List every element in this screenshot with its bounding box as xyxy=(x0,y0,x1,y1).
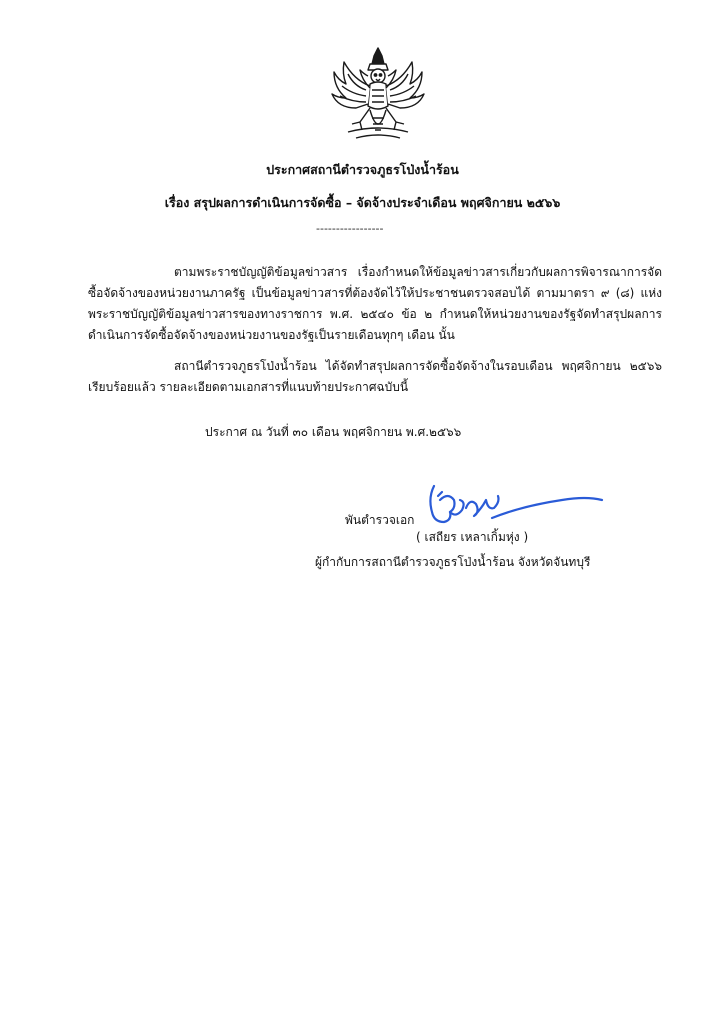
garuda-emblem-icon xyxy=(326,44,430,148)
body-paragraph-1: ตามพระราชบัญญัติข้อมูลข่าวสาร เรื่องกำหนดให้ข้อมูลข่าวสารเกี่ยวกับผลการพิจารณาการจัดซื้อจัดจ้างของหน่วยงานภาครัฐ เป็นข้อมูลข่าวสารที่ต้องจัดไว้ให้ประชาชนตรวจสอบได้ ตามมาตรา ๙ (๘) แห่งพระราชบัญญัติข้อมูลข่าวสารของทางราชการ พ.ศ. ๒๕๔๐ ข้อ ๒ กำหนดให้หน่วยงานของรัฐจัดทำสรุปผลการดำเนินการจัดซื้อจัดจ้างของหน่วยงานของรัฐเป็นรายเดือนทุกๆ เดือน นั้น xyxy=(88,265,662,342)
handwritten-signature-icon xyxy=(422,478,606,534)
announcement-date: ประกาศ ณ วันที่ ๓๐ เดือน พฤศจิกายน พ.ศ.๒๕๖๖ xyxy=(205,425,462,439)
signer-name: ( เสถียร เหลาเกิ้มหุ่ง ) xyxy=(416,530,529,544)
heading-divider: ----------------- xyxy=(316,222,384,235)
signer-rank: พันตำรวจเอก xyxy=(345,513,415,527)
document-title: ประกาศสถานีตำรวจภูธรโป่งน้ำร้อน xyxy=(266,162,459,177)
signer-position: ผู้กำกับการสถานีตำรวจภูธรโป่งน้ำร้อน จังหวัดจันทบุรี xyxy=(315,555,591,569)
document-subject: เรื่อง สรุปผลการดำเนินการจัดซื้อ – จัดจ้างประจำเดือน พฤศจิกายน ๒๕๖๖ xyxy=(164,195,561,210)
body-paragraph-2: สถานีตำรวจภูธรโป่งน้ำร้อน ได้จัดทำสรุปผลการจัดซื้อจัดจ้างในรอบเดือน พฤศจิกายน ๒๕๖๖ เรียบร้อยแล้ว รายละเอียดตามเอกสารที่แนบท้ายประกาศฉบับนี้ xyxy=(88,359,662,394)
